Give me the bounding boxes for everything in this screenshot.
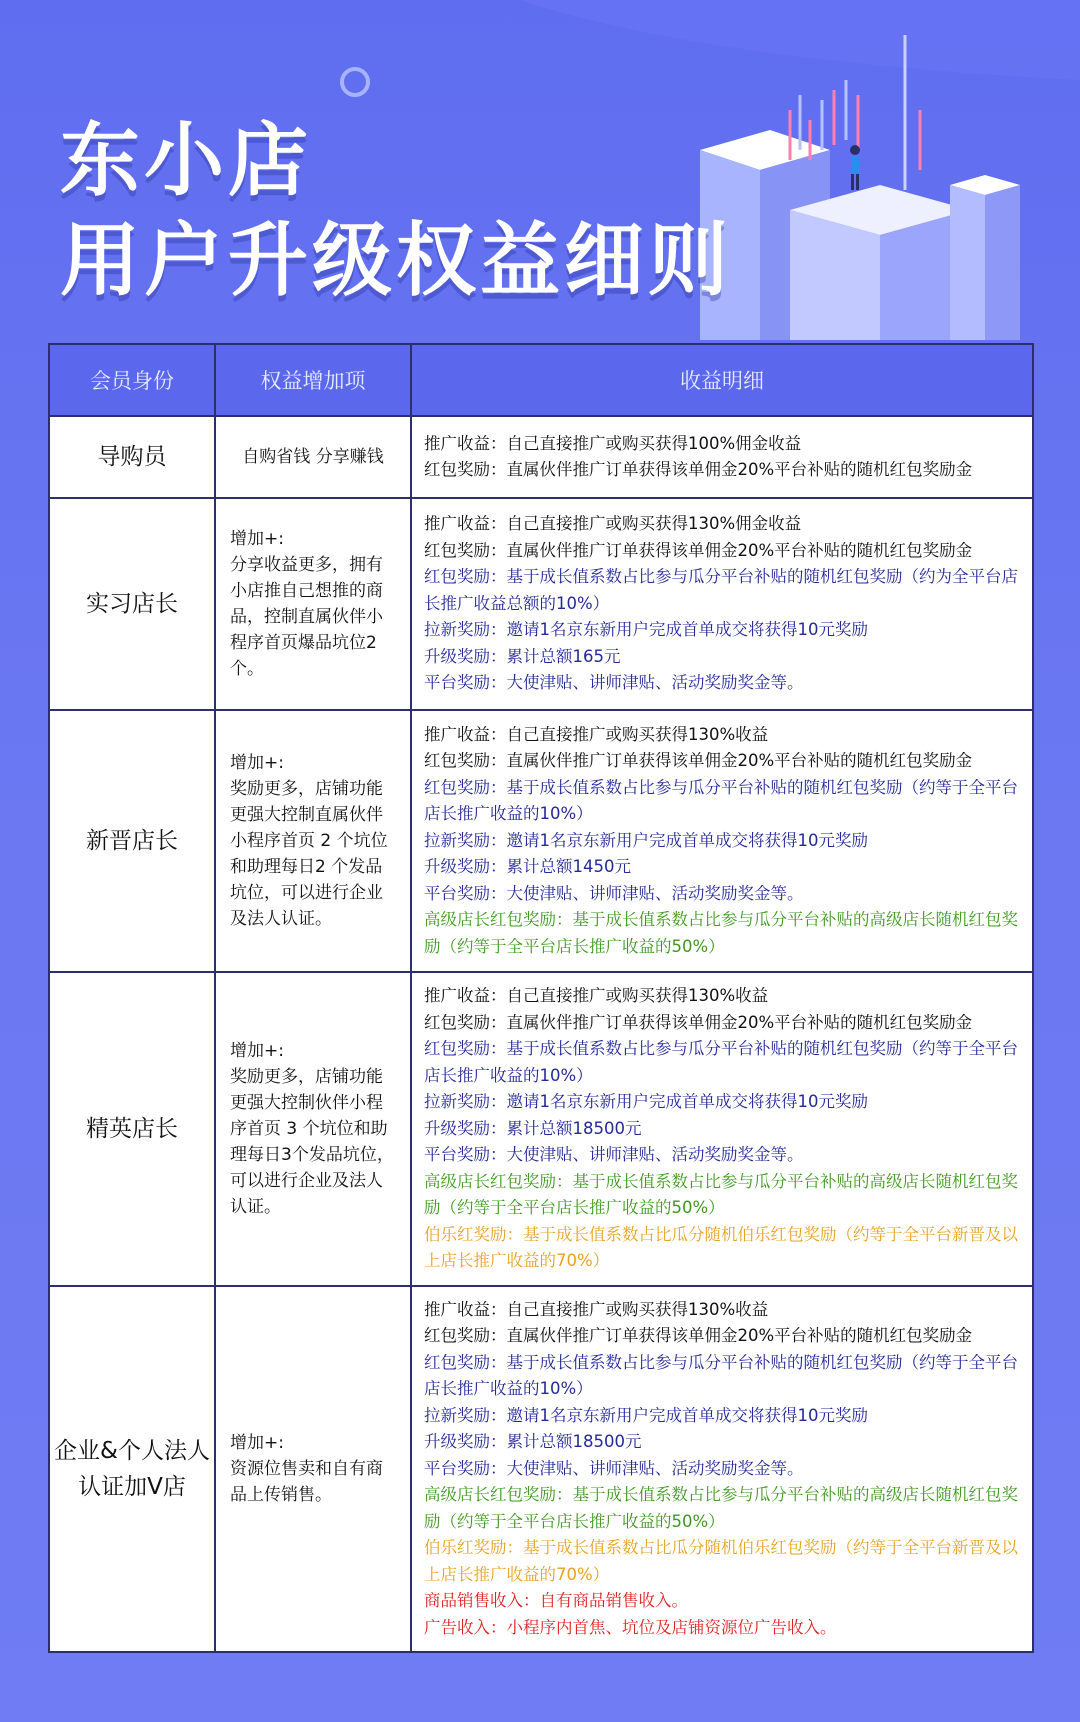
income-detail-line: 伯乐红奖励：基于成长值系数占比瓜分随机伯乐红包奖励（约等于全平台新晋及以上店长推广收益的70%）	[424, 1538, 1018, 1584]
adds-text: 奖励更多，店铺功能更强大控制伙伴小程序首页 3 个坑位和助理每日3个发品坑位，可以进行企业及法人认证。	[230, 1066, 394, 1217]
income-details-cell	[411, 498, 1033, 710]
adds-text: 奖励更多，店铺功能更强大控制直属伙伴小程序首页 2 个坑位和助理每日2 个发品坑位，可以进行企业及法人认证。	[230, 779, 388, 929]
benefit-adds-cell	[215, 498, 411, 710]
page-title-line2: 用户升级权益细则	[60, 214, 732, 307]
income-detail-line: 红包奖励：基于成长值系数占比参与瓜分平台补贴的随机红包奖励（约等于全平台店长推广收益的10%）	[424, 1352, 1018, 1398]
income-detail-line: 红包奖励：基于成长值系数占比参与瓜分平台补贴的随机红包奖励（约等于全平台店长推广收益的10%）	[424, 777, 1018, 824]
table-row	[49, 416, 1033, 498]
table-header-row	[49, 344, 1033, 416]
member-role-cell	[49, 416, 215, 498]
income-detail-line: 平台奖励：大使津贴、讲师津贴、活动奖励奖金等。	[424, 1458, 804, 1478]
income-detail-line: 红包奖励：直属伙伴推广订单获得该单佣金20%平台补贴的随机红包奖励金	[424, 460, 973, 479]
hero-banner	[0, 0, 1080, 340]
income-detail-line: 推广收益：自己直接推广或购买获得130%收益	[424, 986, 769, 1005]
adds-heading: 增加+:	[230, 1432, 284, 1453]
income-detail-line: 红包奖励：基于成长值系数占比参与瓜分平台补贴的随机红包奖励（约等于全平台店长推广收益的10%）	[424, 1039, 1018, 1085]
income-detail-line: 伯乐红奖励：基于成长值系数占比瓜分随机伯乐红包奖励（约等于全平台新晋及以上店长推广收益的70%）	[424, 1224, 1018, 1270]
income-detail-line: 广告收入：小程序内首焦、坑位及店铺资源位广告收入。	[424, 1617, 837, 1637]
income-detail-line: 高级店长红包奖励：基于成长值系数占比参与瓜分平台补贴的高级店长随机红包奖励（约等于全平台店长推广收益的50%）	[424, 1171, 1018, 1217]
member-role-cell	[49, 710, 215, 972]
income-detail-line: 升级奖励：累计总额1450元	[424, 857, 631, 877]
table-row	[49, 498, 1033, 710]
page-title-line1: 东小店	[60, 114, 312, 207]
table-row	[49, 1286, 1033, 1653]
income-detail-line: 平台奖励：大使津贴、讲师津贴、活动奖励奖金等。	[424, 883, 804, 903]
income-details-cell	[411, 416, 1033, 498]
income-detail-line: 红包奖励：直属伙伴推广订单获得该单佣金20%平台补贴的随机红包奖励金	[424, 1326, 973, 1345]
benefit-adds-cell	[215, 416, 411, 498]
column-header-adds: 权益增加项	[215, 344, 411, 416]
income-detail-line: 推广收益：自己直接推广或购买获得130%收益	[424, 1299, 769, 1319]
adds-text: 分享收益更多，拥有小店推自己想推的商品，控制直属伙伴小程序首页爆品坑位2个。	[230, 555, 383, 679]
adds-heading: 增加+:	[230, 753, 284, 773]
member-role: 实习店长	[86, 591, 178, 617]
member-role: 导购员	[97, 444, 167, 470]
benefit-adds-cell	[215, 1286, 411, 1653]
column-header-role: 会员身份	[49, 344, 215, 416]
income-detail-line: 红包奖励：基于成长值系数占比参与瓜分平台补贴的随机红包奖励（约为全平台店长推广收益总额的10%）	[424, 567, 1018, 613]
income-detail-line: 升级奖励：累计总额18500元	[424, 1118, 642, 1138]
benefit-adds-cell	[215, 972, 411, 1286]
income-detail-line: 平台奖励：大使津贴、讲师津贴、活动奖励奖金等。	[424, 1145, 804, 1164]
adds-text: 资源位售卖和自有商品上传销售。	[230, 1458, 383, 1505]
member-role-cell	[49, 498, 215, 710]
income-detail-line: 拉新奖励：邀请1名京东新用户完成首单成交将获得10元奖励	[424, 1405, 868, 1425]
income-detail-line: 红包奖励：直属伙伴推广订单获得该单佣金20%平台补贴的随机红包奖励金	[424, 1012, 973, 1032]
income-detail-line: 升级奖励：累计总额165元	[424, 646, 621, 666]
income-detail-line: 商品销售收入：自有商品销售收入。	[424, 1591, 688, 1610]
member-role-cell	[49, 972, 215, 1286]
member-role-cell	[49, 1286, 215, 1653]
benefit-adds-cell	[215, 710, 411, 972]
income-detail-line: 红包奖励：直属伙伴推广订单获得该单佣金20%平台补贴的随机红包奖励金	[424, 751, 973, 771]
column-header-details: 收益明细	[411, 344, 1033, 416]
income-detail-line: 拉新奖励：邀请1名京东新用户完成首单成交将获得10元奖励	[424, 1092, 868, 1111]
table-row	[49, 710, 1033, 972]
income-details-cell	[411, 710, 1033, 972]
member-role: 精英店长	[86, 1115, 178, 1142]
income-detail-line: 高级店长红包奖励：基于成长值系数占比参与瓜分平台补贴的高级店长随机红包奖励（约等于全平台店长推广收益的50%）	[424, 1485, 1018, 1531]
income-detail-line: 高级店长红包奖励：基于成长值系数占比参与瓜分平台补贴的高级店长随机红包奖励（约等于全平台店长推广收益的50%）	[424, 910, 1018, 956]
income-details-cell	[411, 1286, 1033, 1653]
adds-heading: 增加+:	[230, 529, 284, 549]
income-detail-line: 推广收益：自己直接推广或购买获得130%收益	[424, 724, 769, 744]
income-details-cell	[411, 972, 1033, 1286]
income-detail-line: 拉新奖励：邀请1名京东新用户完成首单成交将获得10元奖励	[424, 620, 868, 640]
income-detail-line: 推广收益：自己直接推广或购买获得100%佣金收益	[424, 433, 802, 453]
income-detail-line: 推广收益：自己直接推广或购买获得130%佣金收益	[424, 514, 802, 534]
table-row	[49, 972, 1033, 1286]
income-detail-line: 升级奖励：累计总额18500元	[424, 1432, 642, 1451]
income-detail-line: 拉新奖励：邀请1名京东新用户完成首单成交将获得10元奖励	[424, 830, 868, 850]
adds-text: 自购省钱 分享赚钱	[242, 447, 384, 467]
member-role: 企业&个人法人认证加V店	[54, 1437, 210, 1500]
income-detail-line: 平台奖励：大使津贴、讲师津贴、活动奖励奖金等。	[424, 673, 804, 693]
adds-heading: 增加+:	[230, 1040, 284, 1061]
member-role: 新晋店长	[86, 828, 178, 854]
benefits-table	[48, 343, 1034, 1653]
income-detail-line: 红包奖励：直属伙伴推广订单获得该单佣金20%平台补贴的随机红包奖励金	[424, 540, 973, 560]
